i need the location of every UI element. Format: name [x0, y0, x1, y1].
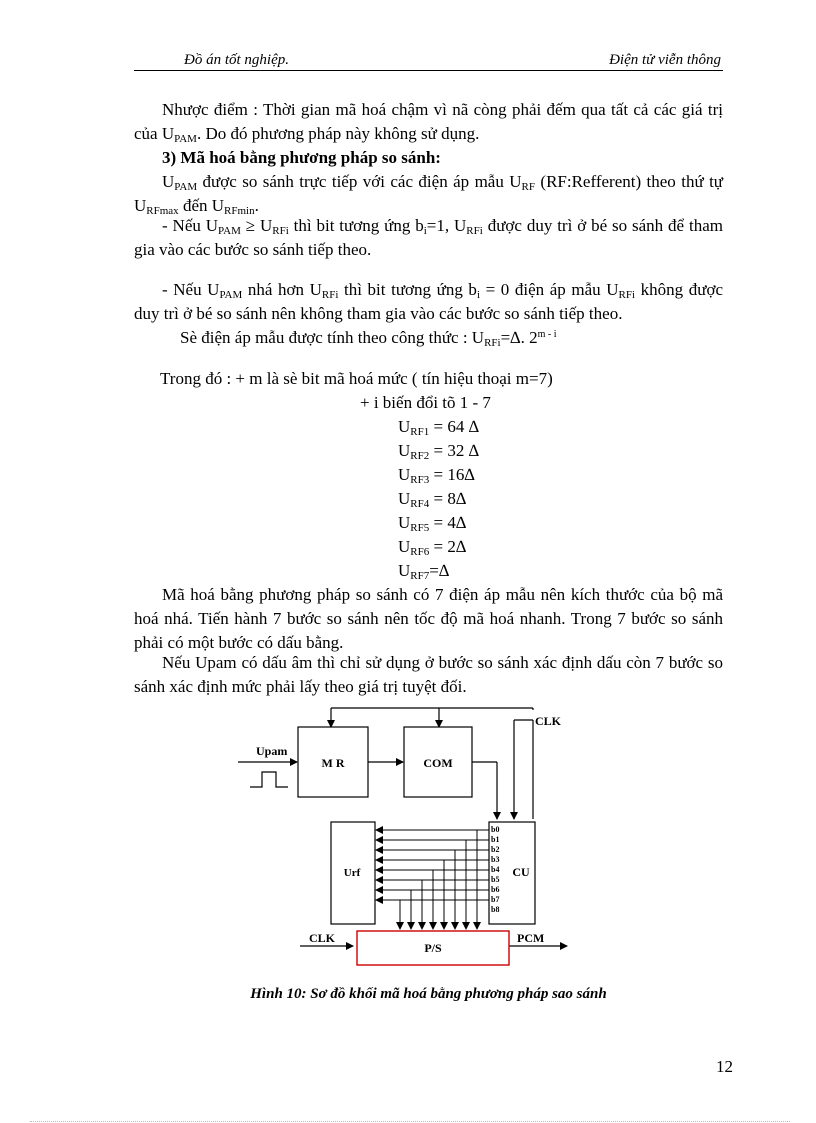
- paragraph-compare: $U_{PAM}$ được so sánh trực tiếp với các điện áp mẫu $U_{RF}$ (RF:Refferent) theo thứ tự $U_{RFmax}$ đến $U_{RFmin}$.: [134, 172, 724, 217]
- bit-label: b5: [491, 875, 500, 884]
- where-line-1: Trong đó : + m là sè bit mã hoá mức ( tín hiệu thoại m=7): [160, 369, 553, 388]
- equation: $U_{RF4} = 8\Delta$: [398, 489, 467, 510]
- upam-label: Upam: [256, 744, 288, 758]
- paragraph-less: - Nếu $U_{PAM}$ nhá hơn $U_{RFi}$ thì bit tương ứng $b_i = 0$ điện áp mẫu $U_{RFi}$ không được duy trì ở bé so sánh nên không tham gia vào các bước so sánh tiếp theo.: [134, 280, 723, 323]
- pcm-label: PCM: [517, 931, 545, 945]
- bit-label: b4: [491, 865, 500, 874]
- urf-label: Urf: [343, 867, 361, 879]
- paragraph-advantages: Mã hoá bằng phương pháp so sánh có 7 điện áp mẫu nên kích thước của bộ mã hoá nhá. Tiến hành 7 bước so sánh nên tốc độ mã hoá nhanh. Trong 7 bước so sánh phải có một bước có dấu bằng.: [134, 585, 723, 652]
- header-left: Đồ án tốt nghiệp.: [184, 52, 289, 68]
- equation: $U_{RF3} = 16\Delta$: [398, 465, 475, 486]
- bit-label: b7: [491, 895, 500, 904]
- mr-label: M R: [321, 756, 345, 770]
- clk-top-label: CLK: [535, 714, 562, 728]
- bit-label: b3: [491, 855, 500, 864]
- equation: $U_{RF2} = 32$ ∆: [398, 441, 479, 462]
- cu-label: CU: [512, 865, 530, 879]
- page-bottom-divider: [30, 1121, 790, 1122]
- page-number: 12: [716, 1057, 733, 1076]
- section-heading: 3) Mã hoá bằng phương pháp so sánh:: [162, 148, 441, 167]
- figure-caption: Hình 10: Sơ đồ khối mã hoá bằng phương pháp sao sánh: [250, 986, 607, 1002]
- com-label: COM: [423, 756, 453, 770]
- equation: $U_{RF5} = 4\Delta$: [398, 513, 467, 534]
- equation: $U_{RF7}=\Delta$: [398, 561, 450, 582]
- equation: $U_{RF1} = 64$ ∆: [398, 417, 479, 438]
- bit-label: b2: [491, 845, 500, 854]
- paragraph-drawback: Nhược điểm : Thời gian mã hoá chậm vì nã còng phải đếm qua tất cả các giá trị của $U_{PAM}$. Do đó phương pháp này không sử dụng.: [134, 100, 723, 145]
- clk-bottom-label: CLK: [309, 931, 336, 945]
- header-right: Điện tử viễn thông: [609, 52, 721, 68]
- pulse-icon: [250, 772, 288, 787]
- bit-label: b6: [491, 885, 500, 894]
- equation: $U_{RF6} = 2\Delta$: [398, 537, 467, 558]
- paragraph-sign: Nếu Upam có dấu âm thì chỉ sử dụng ở bước so sánh xác định dấu còn 7 bước so sánh xác định mức phải lấy theo giá trị tuyệt đối.: [134, 653, 723, 696]
- bit-label: b8: [491, 905, 500, 914]
- where-line-2: + i biến đổi tõ 1 - 7: [360, 393, 491, 412]
- bit-label: b0: [491, 825, 500, 834]
- bit-label: b1: [491, 835, 500, 844]
- paragraph-formula: Sè điện áp mẫu được tính theo công thức : $U_{RFi}=\Delta$. 2$^{m - i}$: [180, 328, 557, 349]
- paragraph-greater: - Nếu $U_{PAM} \ge U_{RFi}$ thì bit tương ứng $b_i=1$, $U_{RFi}$ được duy trì ở bé so sánh để tham gia vào các bước so sánh tiếp theo.: [134, 216, 723, 259]
- ps-label: P/S: [424, 941, 442, 955]
